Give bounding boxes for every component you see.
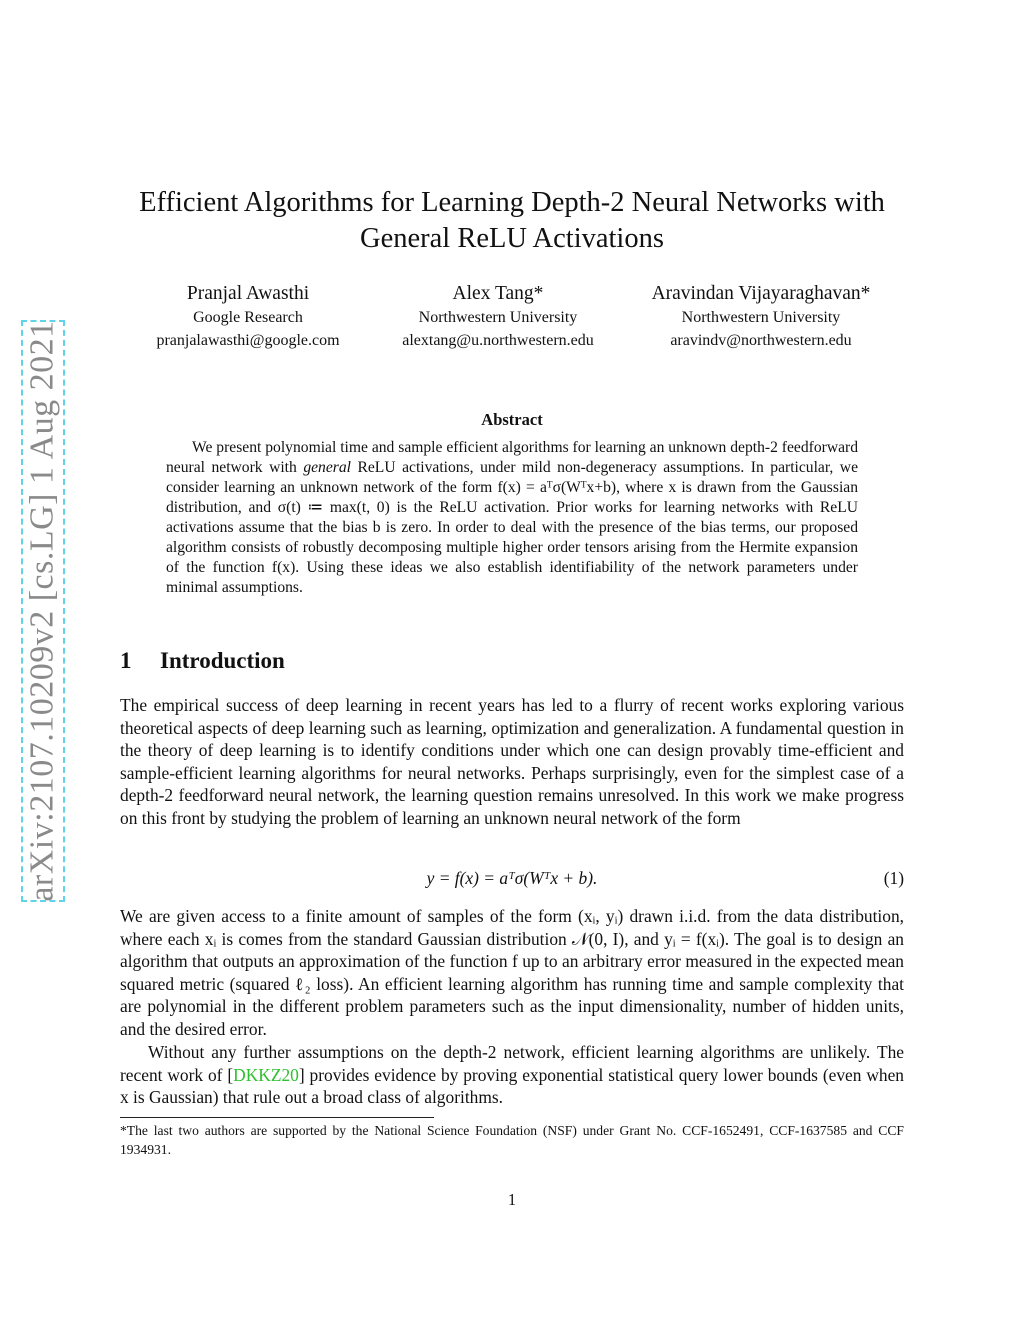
arxiv-identifier-stamp[interactable] xyxy=(21,320,65,902)
author-affiliation: Northwestern University xyxy=(681,309,841,326)
intro-paragraph-2: We are given access to a finite amount of samples of the form (xᵢ, yᵢ) drawn i.i.d. from the data distribution, where each xᵢ is comes from the standard Gaussian distribution 𝒩(0, I), and yᵢ = f(xᵢ). The goal is to design an algorithm that outputs an approximation of the function f up to an arbitrary error measured in the expected mean squared metric (squared ℓ₂ loss). An efficient learning algorithm has running time and sample complexity that are polynomial in the different problem parameters such as the input dimensionality, number of hidden units, and the desired error. xyxy=(120,906,904,1039)
author-affiliation: Northwestern University xyxy=(418,309,578,326)
equation-1 xyxy=(120,868,904,892)
author-name: Pranjal Awasthi xyxy=(186,283,310,304)
title-line-1: Efficient Algorithms for Learning Depth-2 Neural Networks with xyxy=(139,187,885,218)
intro-paragraph-1: The empirical success of deep learning in recent years has led to a flurry of recent works exploring various theoretical aspects of deep learning such as learning, optimization and generalization. A fundamental question in the theory of deep learning is to identify conditions under which one can design provably time-efficient and sample-efficient learning algorithms for neural networks. Perhaps surprisingly, even for the simplest case of a depth-2 feedforward neural network, the learning question remains unresolved. In this work we make progress on this front by studying the problem of learning an unknown neural network of the form xyxy=(120,695,904,828)
author-1 xyxy=(128,282,368,352)
equation-number: (1) xyxy=(883,868,904,888)
author-name: Alex Tang* xyxy=(452,283,544,304)
abstract-part-1: We present polynomial time and sample efficient algorithms for learning an unknown depth-2 feedforward neural network with xyxy=(166,439,858,476)
intro-paragraph-3 xyxy=(120,1041,904,1109)
author-2 xyxy=(378,282,618,352)
arxiv-identifier-text: arXiv:2107.10209v2 [cs.LG] 1 Aug 2021 xyxy=(24,320,62,902)
author-3 xyxy=(630,282,892,352)
section-heading-introduction xyxy=(120,648,285,674)
page-number: 1 xyxy=(507,1190,517,1209)
paragraph-3-part-1: Without any further assumptions on the depth-2 network, efficient learning algorithms are unlikely. The recent work of [ xyxy=(120,1042,904,1085)
abstract-part-2: ReLU activations, under mild non-degeneracy assumptions. In particular, we consider learning an unknown network of the form f(x) = aᵀσ(Wᵀx+b), where x is drawn from the Gaussian distribution, and σ(t) ≔ max(t, 0) is the ReLU activation. Prior works for learning networks with ReLU activations assume that the bias b is zero. In order to deal with the presence of the bias terms, our proposed algorithm consists of robustly decomposing multiple higher order tensors arising from the Hermite expansion of the function f(x). Using these ideas we also establish identifiability of the network parameters under minimal assumptions. xyxy=(166,459,858,596)
paper-title xyxy=(100,185,924,257)
author-email: aravindv@northwestern.edu xyxy=(670,332,852,349)
footnote: *The last two authors are supported by the National Science Foundation (NSF) under Grant No. CCF-1652491, CCF-1637585 and CCF 1934931. xyxy=(120,1123,904,1157)
title-line-2: General ReLU Activations xyxy=(360,223,664,254)
section-number: 1 xyxy=(120,648,132,673)
author-affiliation: Google Research xyxy=(193,309,303,326)
equation-body: y = f(x) = aᵀσ(Wᵀx + b). xyxy=(426,868,598,888)
section-title: Introduction xyxy=(160,648,285,673)
footnote-divider xyxy=(120,1117,434,1118)
abstract-text xyxy=(166,438,858,598)
citation-link-dkkz20[interactable]: DKKZ20 xyxy=(233,1064,299,1085)
abstract-heading: Abstract xyxy=(481,410,543,429)
author-email: alextang@u.northwestern.edu xyxy=(402,332,594,349)
abstract-emphasis: general xyxy=(303,459,351,476)
paragraph-3-part-2: ] provides evidence by proving exponential statistical query lower bounds (even when x is Gaussian) that rule out a broad class of algorithms. xyxy=(120,1064,904,1108)
author-email: pranjalawasthi@google.com xyxy=(156,332,340,349)
author-name: Aravindan Vijayaraghavan* xyxy=(651,283,871,304)
